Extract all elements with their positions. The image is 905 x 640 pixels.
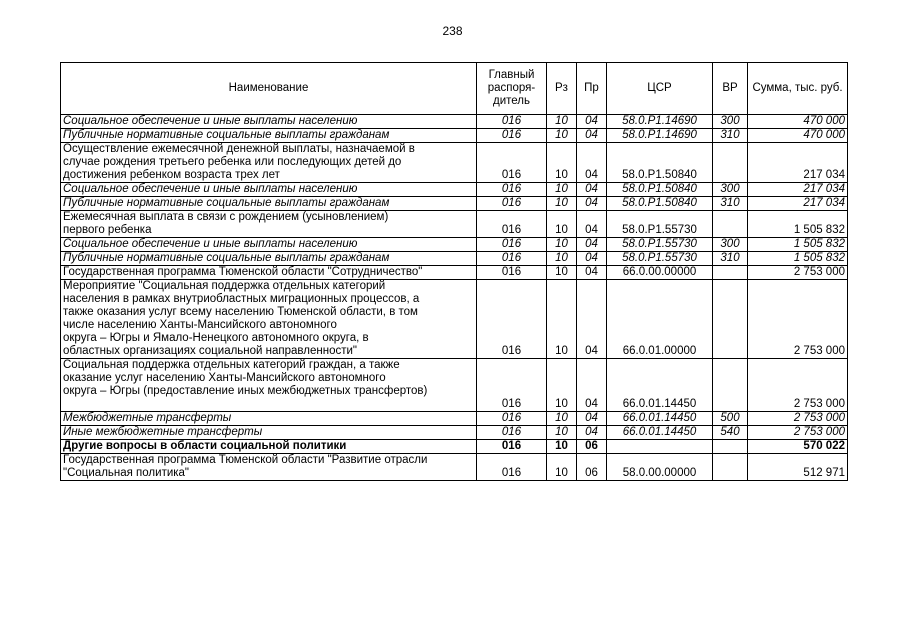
cell-csr: 66.0.01.00000	[607, 280, 713, 359]
cell-rz: 10	[547, 280, 577, 359]
cell-vr: 310	[713, 129, 748, 143]
header-row	[61, 63, 848, 115]
cell-sum: 1 505 832	[748, 252, 848, 266]
cell-name: Социальное обеспечение и иные выплаты населению	[61, 238, 477, 252]
table-row	[61, 426, 848, 440]
cell-rz: 10	[547, 266, 577, 280]
table-row	[61, 211, 848, 238]
cell-pr: 04	[577, 252, 607, 266]
cell-sum: 470 000	[748, 129, 848, 143]
cell-pr: 04	[577, 359, 607, 412]
cell-vr: 310	[713, 252, 748, 266]
table-row	[61, 238, 848, 252]
cell-pr: 04	[577, 129, 607, 143]
cell-rz: 10	[547, 359, 577, 412]
cell-sum: 2 753 000	[748, 412, 848, 426]
cell-name: Социальная поддержка отдельных категорий граждан, а также оказание услуг населению Ханты-Мансийского автономного округа – Югры (предоставление иных межбюджетных трансфертов)	[61, 359, 477, 412]
header-csr: ЦСР	[607, 63, 713, 115]
cell-pr: 04	[577, 143, 607, 183]
cell-name: Другие вопросы в области социальной политики	[61, 440, 477, 454]
cell-sum: 470 000	[748, 115, 848, 129]
cell-pr: 04	[577, 211, 607, 238]
cell-rz: 10	[547, 115, 577, 129]
cell-rz: 10	[547, 412, 577, 426]
header-vr: ВР	[713, 63, 748, 115]
cell-pr: 04	[577, 280, 607, 359]
header-name: Наименование	[61, 63, 477, 115]
table-row	[61, 280, 848, 359]
cell-name: Социальное обеспечение и иные выплаты населению	[61, 183, 477, 197]
cell-admin: 016	[477, 359, 547, 412]
cell-vr: 500	[713, 412, 748, 426]
cell-admin: 016	[477, 183, 547, 197]
budget-table	[60, 62, 848, 481]
cell-pr: 06	[577, 440, 607, 454]
cell-rz: 10	[547, 183, 577, 197]
cell-vr: 300	[713, 183, 748, 197]
table-row	[61, 143, 848, 183]
cell-name: Социальное обеспечение и иные выплаты населению	[61, 115, 477, 129]
cell-admin: 016	[477, 426, 547, 440]
cell-rz: 10	[547, 454, 577, 481]
cell-name: Публичные нормативные социальные выплаты гражданам	[61, 129, 477, 143]
cell-sum: 217 034	[748, 183, 848, 197]
cell-vr	[713, 454, 748, 481]
cell-vr	[713, 143, 748, 183]
cell-sum: 217 034	[748, 197, 848, 211]
cell-admin: 016	[477, 238, 547, 252]
cell-vr: 300	[713, 238, 748, 252]
cell-csr: 58.0.P1.50840	[607, 143, 713, 183]
cell-name: Публичные нормативные социальные выплаты гражданам	[61, 252, 477, 266]
cell-sum: 2 753 000	[748, 426, 848, 440]
cell-rz: 10	[547, 143, 577, 183]
cell-name: Осуществление ежемесячной денежной выплаты, назначаемой в случае рождения третьего ребенка или последующих детей до достижения ребенком возраста трех лет	[61, 143, 477, 183]
cell-admin: 016	[477, 252, 547, 266]
cell-admin: 016	[477, 115, 547, 129]
cell-csr: 58.0.P1.55730	[607, 238, 713, 252]
table-row	[61, 359, 848, 412]
cell-sum: 570 022	[748, 440, 848, 454]
cell-vr	[713, 211, 748, 238]
cell-admin: 016	[477, 197, 547, 211]
cell-vr	[713, 359, 748, 412]
cell-sum: 1 505 832	[748, 211, 848, 238]
cell-sum: 2 753 000	[748, 359, 848, 412]
table-row	[61, 454, 848, 481]
cell-name: Государственная программа Тюменской области "Развитие отрасли "Социальная политика"	[61, 454, 477, 481]
cell-rz: 10	[547, 440, 577, 454]
cell-name: Публичные нормативные социальные выплаты гражданам	[61, 197, 477, 211]
cell-pr: 04	[577, 197, 607, 211]
cell-admin: 016	[477, 280, 547, 359]
cell-rz: 10	[547, 211, 577, 238]
table-row	[61, 412, 848, 426]
cell-csr: 58.0.P1.55730	[607, 211, 713, 238]
cell-name: Ежемесячная выплата в связи с рождением (усыновлением) первого ребенка	[61, 211, 477, 238]
cell-csr: 58.0.P1.55730	[607, 252, 713, 266]
cell-csr: 58.0.P1.50840	[607, 183, 713, 197]
cell-csr: 66.0.01.14450	[607, 426, 713, 440]
table-row	[61, 252, 848, 266]
cell-admin: 016	[477, 412, 547, 426]
table-row	[61, 266, 848, 280]
cell-vr: 300	[713, 115, 748, 129]
cell-csr	[607, 440, 713, 454]
cell-name: Государственная программа Тюменской области "Сотрудничество"	[61, 266, 477, 280]
cell-vr	[713, 266, 748, 280]
table-row	[61, 183, 848, 197]
header-rz: Рз	[547, 63, 577, 115]
cell-vr	[713, 440, 748, 454]
cell-admin: 016	[477, 211, 547, 238]
cell-pr: 04	[577, 238, 607, 252]
cell-rz: 10	[547, 197, 577, 211]
table-row	[61, 197, 848, 211]
cell-sum: 2 753 000	[748, 280, 848, 359]
cell-admin: 016	[477, 454, 547, 481]
cell-rz: 10	[547, 252, 577, 266]
cell-name: Мероприятие "Социальная поддержка отдельных категорий населения в рамках внутриобластных миграционных процессов, а также оказания услуг всему населению Тюменской области, в том числе населению Ханты-Мансийского автономного округа – Югры и Ямало-Ненецкого автономного округа, в областных организациях социальной направленности"	[61, 280, 477, 359]
table-row	[61, 440, 848, 454]
cell-csr: 66.0.01.14450	[607, 359, 713, 412]
cell-name: Иные межбюджетные трансферты	[61, 426, 477, 440]
cell-sum: 1 505 832	[748, 238, 848, 252]
cell-vr: 540	[713, 426, 748, 440]
cell-pr: 04	[577, 266, 607, 280]
table-row	[61, 115, 848, 129]
cell-rz: 10	[547, 238, 577, 252]
cell-vr: 310	[713, 197, 748, 211]
header-admin: Главный распоря-дитель	[477, 63, 547, 115]
cell-sum: 512 971	[748, 454, 848, 481]
table-body	[61, 115, 848, 481]
cell-vr	[713, 280, 748, 359]
cell-rz: 10	[547, 129, 577, 143]
cell-pr: 04	[577, 412, 607, 426]
cell-csr: 58.0.00.00000	[607, 454, 713, 481]
cell-admin: 016	[477, 143, 547, 183]
cell-sum: 2 753 000	[748, 266, 848, 280]
cell-admin: 016	[477, 440, 547, 454]
cell-csr: 58.0.P1.14690	[607, 129, 713, 143]
cell-admin: 016	[477, 266, 547, 280]
cell-pr: 06	[577, 454, 607, 481]
cell-admin: 016	[477, 129, 547, 143]
header-sum: Сумма, тыс. руб.	[748, 63, 848, 115]
cell-sum: 217 034	[748, 143, 848, 183]
cell-pr: 04	[577, 426, 607, 440]
cell-csr: 58.0.P1.50840	[607, 197, 713, 211]
cell-name: Межбюджетные трансферты	[61, 412, 477, 426]
cell-csr: 66.0.01.14450	[607, 412, 713, 426]
cell-pr: 04	[577, 115, 607, 129]
table-row	[61, 129, 848, 143]
cell-csr: 66.0.00.00000	[607, 266, 713, 280]
cell-csr: 58.0.P1.14690	[607, 115, 713, 129]
cell-pr: 04	[577, 183, 607, 197]
header-pr: Пр	[577, 63, 607, 115]
page-number: 238	[442, 24, 463, 38]
cell-rz: 10	[547, 426, 577, 440]
